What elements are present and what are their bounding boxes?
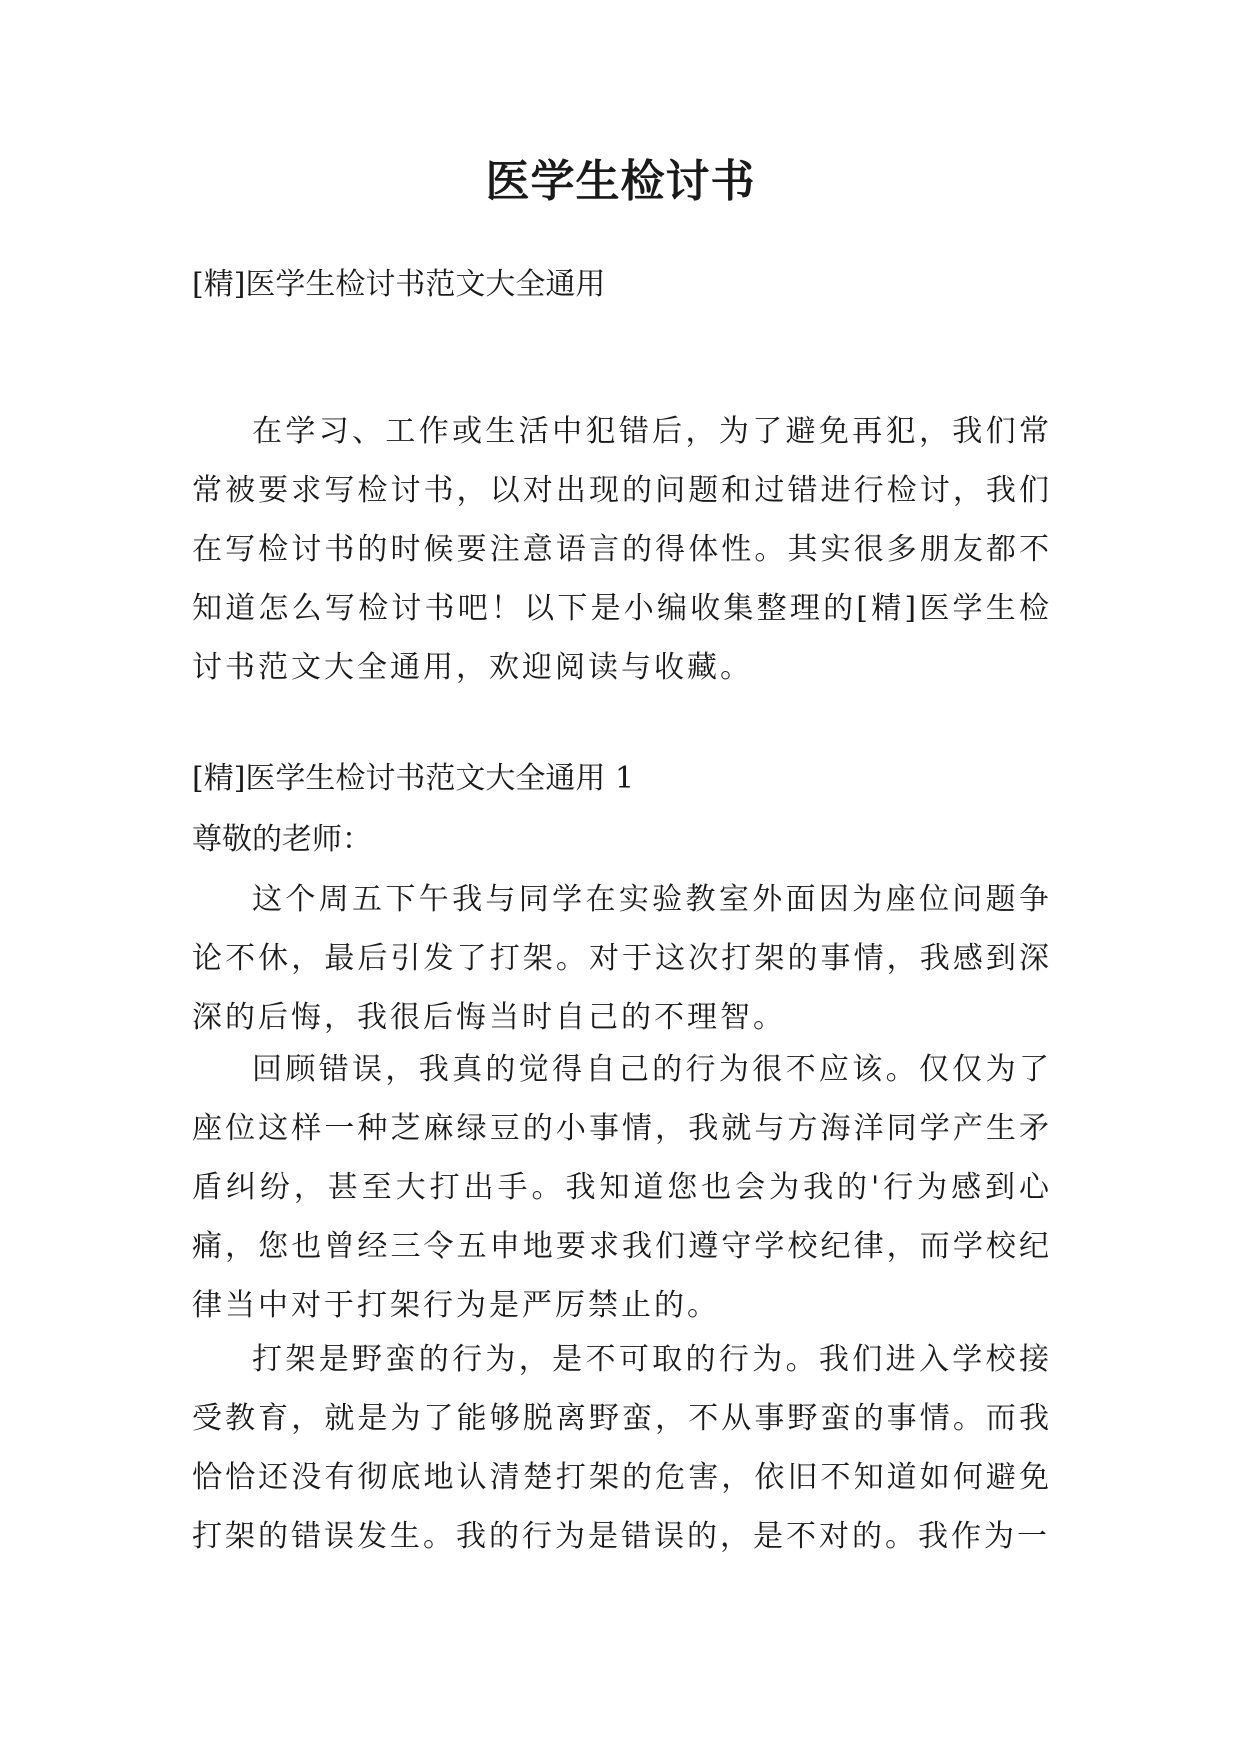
intro-paragraph: 在学习、工作或生活中犯错后，为了避免再犯，我们常常被要求写检讨书，以对出现的问题和过错进行检讨，我们在写检讨书的时候要注意语言的得体性。其实很多朋友都不知道怎么写检讨书吧！以下是小编收集整理的[精]医学生检讨书范文大全通用，欢迎阅读与收藏。	[192, 414, 1052, 685]
body-paragraph-3: 打架是野蛮的行为，是不可取的行为。我们进入学校接受教育，就是为了能够脱离野蛮，不从事野蛮的事情。而我恰恰还没有彻底地认清楚打架的危害，依旧不知道如何避免打架的错误发生。我的行为是错误的，是不对的。我作为一	[192, 1342, 1052, 1554]
document-title: 医学生检讨书	[485, 156, 756, 207]
salutation: 尊敬的老师：	[192, 822, 372, 857]
document-subtitle: [精]医学生检讨书范文大全通用	[192, 267, 606, 302]
body-paragraph-2: 回顾错误，我真的觉得自己的行为很不应该。仅仅为了座位这样一种芝麻绿豆的小事情，我就与方海洋同学产生矛盾纠纷，甚至大打出手。我知道您也会为我的'行为感到心痛，您也曾经三令五申地要求我们遵守学校纪律，而学校纪律当中对于打架行为是严厉禁止的。	[192, 1052, 1052, 1323]
section-heading: [精]医学生检讨书范文大全通用 1	[192, 761, 635, 796]
body-paragraph-1: 这个周五下午我与同学在实验教室外面因为座位问题争论不休，最后引发了打架。对于这次打架的事情，我感到深深的后悔，我很后悔当时自己的不理智。	[192, 882, 1052, 1035]
